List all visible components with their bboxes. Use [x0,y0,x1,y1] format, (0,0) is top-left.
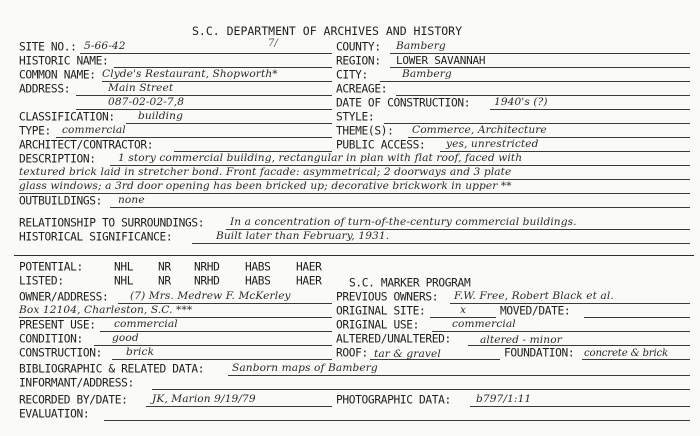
page-title: S.C. DEPARTMENT OF ARCHIVES AND HISTORY [192,24,463,38]
type-label: TYPE: [19,124,51,138]
acreage-label: ACREAGE: [336,82,388,96]
classification-label: CLASSIFICATION: [19,110,115,124]
potential-haer: HAER [296,260,322,274]
site-no-label: SITE NO.: [19,40,77,54]
altered-label: ALTERED/UNALTERED: [336,332,451,346]
foundation-line [582,359,690,360]
significance-label: HISTORICAL SIGNIFICANCE: [19,230,173,244]
common-name-label: COMMON NAME: [19,68,96,82]
foundation-value: concrete & brick [584,348,669,359]
condition-value: good [112,332,139,344]
themes-value: Commerce, Architecture [412,124,547,136]
style-label: STYLE: [336,110,375,124]
altered-line [468,345,690,346]
themes-label: THEME(S): [336,124,394,138]
listed-nrhd: NRHD [194,274,220,288]
handwritten-mark: 7/ [268,38,278,49]
address-label: ADDRESS: [19,82,71,96]
marker-program: S.C. MARKER PROGRAM [349,276,471,290]
construction-label: CONSTRUCTION: [19,346,103,360]
city-label: CITY: [336,68,368,82]
type-value: commercial [62,124,126,136]
potential-nrhd: NRHD [194,260,220,274]
recorded-value: JK, Marion 9/19/79 [152,393,256,405]
original-use-line [432,331,690,332]
relationship-label: RELATIONSHIP TO SURROUNDINGS: [19,216,205,230]
site-no-value: 5-66-42 [84,40,126,52]
owner-value: (7) Mrs. Medrew F. McKerley [130,290,291,302]
region-label: REGION: [336,54,381,68]
listed-haer: HAER [296,274,322,288]
evaluation-line [104,420,690,421]
bibliographic-value: Sanborn maps of Bamberg [232,362,378,374]
recorded-line [146,406,332,407]
county-label: COUNTY: [336,40,381,54]
bibliographic-line [228,375,690,376]
classification-line [126,123,332,124]
potential-label: POTENTIAL: [19,260,83,274]
description-label: DESCRIPTION: [19,152,96,166]
site-no-line [80,53,332,54]
city-line [380,81,690,82]
outbuildings-value: none [118,194,145,206]
construction-value: brick [126,346,155,358]
moved-date-line [584,317,690,318]
original-site-label: ORIGINAL SITE: [336,304,426,318]
relationship-value: In a concentration of turn-of-the-century commercial buildings. [230,216,577,228]
original-use-label: ORIGINAL USE: [336,318,420,332]
photographic-line [470,406,690,407]
present-use-value: commercial [114,318,178,330]
historic-name-label: HISTORIC NAME: [19,54,109,68]
description-line-3: glass windows; a 3rd door opening has been bricked up; decorative brickwork in upper ** [19,180,512,192]
informant-label: INFORMANT/ADDRESS: [19,376,134,390]
address-value-2: 087-02-02-7,8 [108,96,185,108]
moved-date-label: MOVED/DATE: [500,304,571,318]
classification-value: building [138,110,183,122]
significance-value: Built later than February, 1931. [216,230,390,242]
description-line-1: 1 story commercial building, rectangular in plan with flat roof, faced with [118,152,523,164]
foundation-label: FOUNDATION: [504,346,575,360]
listed-nr: NR [158,274,171,288]
altered-value: altered - minor [480,334,562,346]
informant-line [152,389,690,390]
address-value: Main Street [108,82,174,94]
present-use-label: PRESENT USE: [19,318,96,332]
listed-label: LISTED: [19,274,64,288]
owner-value-2: Box 12104, Charleston, S.C. *** [19,304,193,316]
county-value: Bamberg [396,40,446,52]
potential-nhl: NHL [114,260,134,274]
common-name-value: Clyde's Restaurant, Shopworth* [102,68,278,80]
original-use-value: commercial [452,318,516,330]
outbuildings-line [110,207,690,208]
listed-nhl: NHL [114,274,134,288]
evaluation-label: EVALUATION: [19,407,90,421]
previous-owners-value: F.W. Free, Robert Black et al. [454,290,614,302]
photographic-label: PHOTOGRAPHIC DATA: [336,393,451,407]
roof-label: ROOF: [336,346,368,360]
listed-habs: HABS [245,274,271,288]
potential-habs: HABS [245,260,271,274]
date-construction-value: 1940's (?) [494,96,548,108]
description-line-2: textured brick laid in stretcher bond. Front facade: asymmetrical; 2 doorways and 3 plate [19,166,512,178]
original-site-value: x [460,304,467,316]
date-construction-line [490,109,690,110]
significance-line [192,243,690,244]
owner-label: OWNER/ADDRESS: [19,290,109,304]
region-value: LOWER SAVANNAH [396,54,486,67]
public-access-label: PUBLIC ACCESS: [336,138,426,152]
date-construction-label: DATE OF CONSTRUCTION: [336,96,471,110]
potential-nr: NR [158,260,171,274]
photographic-value: b797/1:11 [476,393,532,405]
roof-line [370,359,500,360]
condition-label: CONDITION: [19,332,83,346]
recorded-label: RECORDED BY/DATE: [19,393,128,407]
previous-owners-label: PREVIOUS OWNERS: [336,290,439,304]
architect-label: ARCHITECT/CONTRACTOR: [19,138,154,152]
roof-value: tar & gravel [374,348,441,360]
outbuildings-label: OUTBUILDINGS: [19,194,103,208]
section-divider [14,255,694,256]
city-value: Bamberg [402,68,452,80]
bibliographic-label: BIBLIOGRAPHIC & RELATED DATA: [19,362,205,376]
construction-line [112,359,332,360]
public-access-value: yes, unrestricted [446,138,539,150]
